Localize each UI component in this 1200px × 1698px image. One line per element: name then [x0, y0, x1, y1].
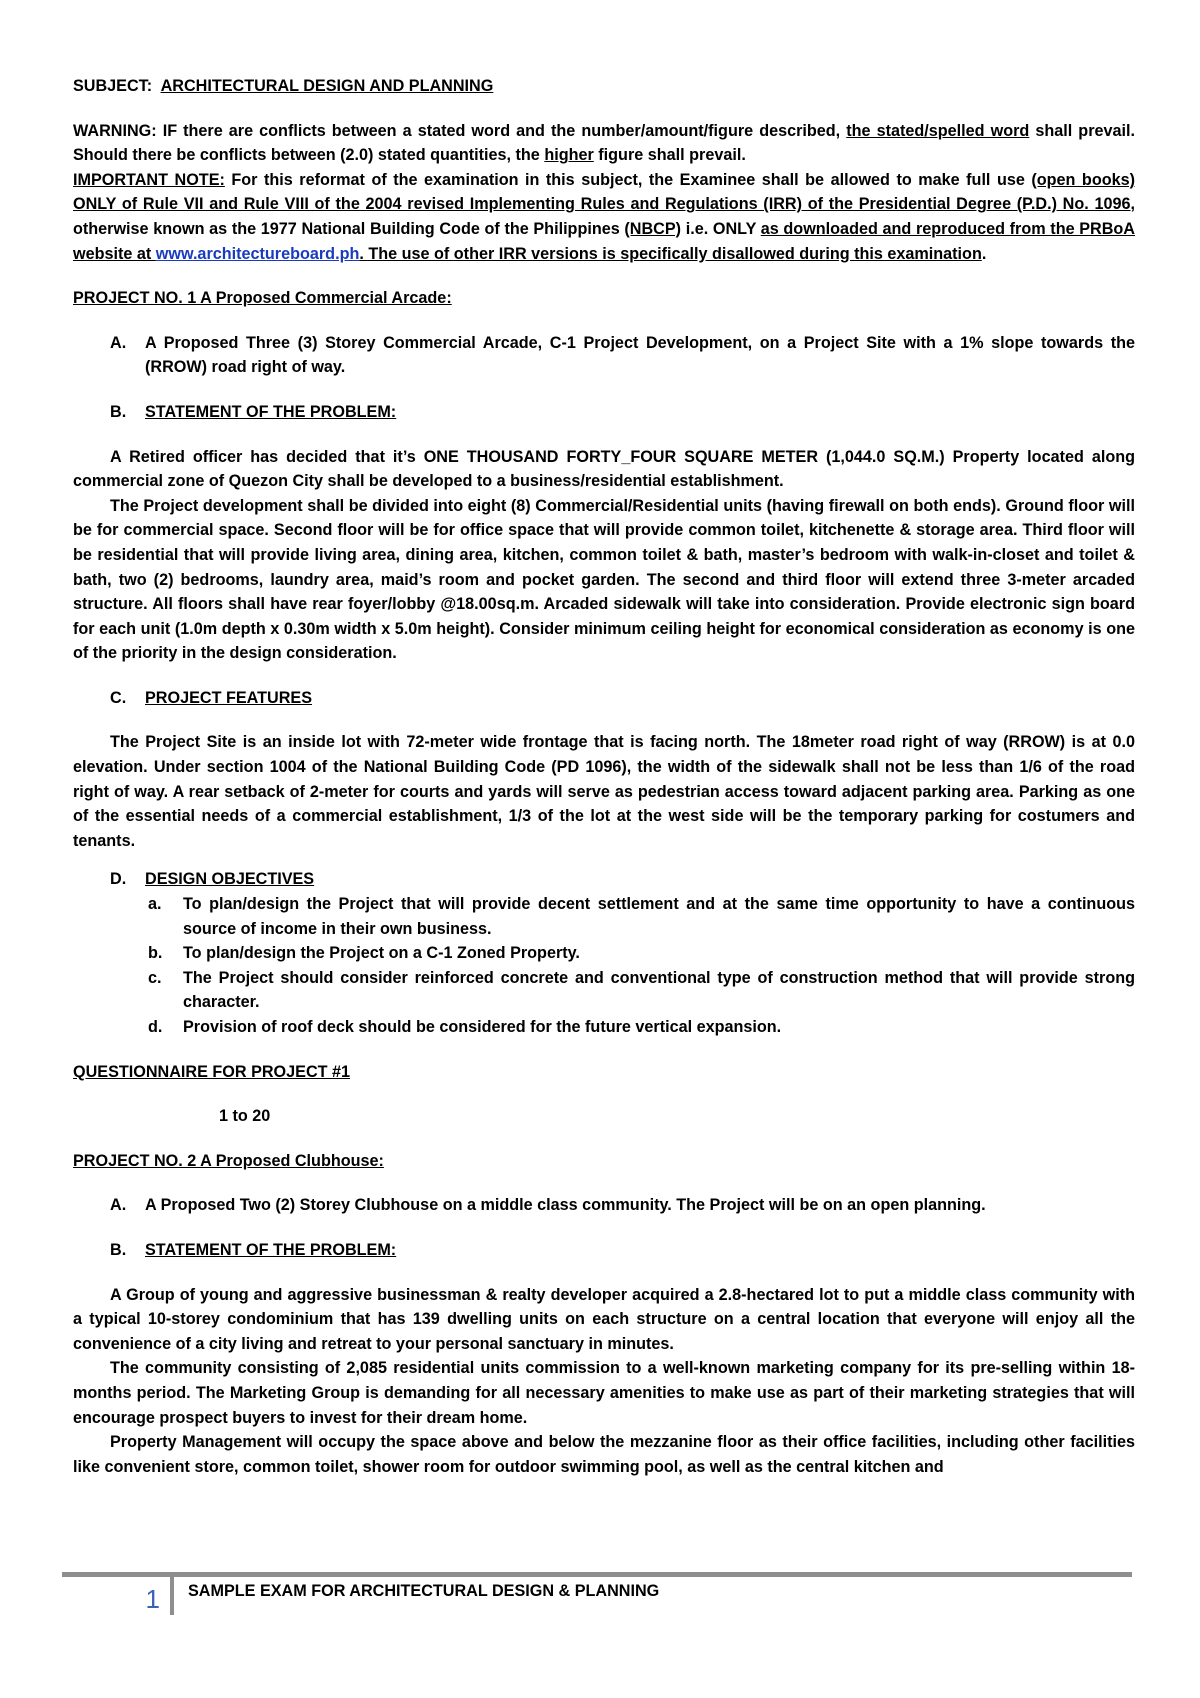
- warning-text: shall prevail. Should there be conflicts between (2.0) stated quantities, the: [73, 121, 1135, 165]
- item-label: A.: [110, 333, 127, 352]
- note-text: . The use of: [359, 244, 454, 263]
- page-number: 1: [145, 1584, 160, 1614]
- item-text: A Proposed Two (2) Storey Clubhouse on a middle class community. The Project will be on an open planning.: [145, 1196, 986, 1215]
- warning-text: WARNING: IF there are conflicts between a stated word and the number/amount/figure described,: [73, 121, 847, 140]
- note-text: i.e. ONLY: [681, 219, 761, 238]
- section-title: STATEMENT OF THE PROBLEM:: [145, 402, 397, 421]
- objective-text: Provision of roof deck should be considered for the future vertical expansion.: [183, 1018, 782, 1036]
- item-label: B.: [110, 1240, 127, 1259]
- section-title: PROJECT FEATURES: [145, 688, 312, 707]
- objective-text: To plan/design the Project on a C-1 Zoned Property.: [183, 944, 580, 963]
- project1-heading: PROJECT NO. 1 A Proposed Commercial Arcade:: [73, 289, 452, 308]
- note-label: IMPORTANT NOTE:: [73, 170, 225, 189]
- note-emphasis: other IRR versions is specifically disallowed during this examination: [453, 244, 982, 263]
- item-label: A.: [110, 1196, 127, 1215]
- subject-label: SUBJECT:: [73, 77, 153, 95]
- subject-line: [73, 74, 1135, 99]
- objective-item: [73, 941, 1135, 966]
- objective-text: To plan/design the Project that will provide decent settlement and at the same time opportunity to have a continuous source of income in their own business.: [183, 895, 1135, 938]
- subject-title: ARCHITECTURAL DESIGN AND PLANNING: [160, 77, 494, 95]
- project1-problem-p2: The Project development shall be divided into eight (8) Commercial/Residential units (having firewall on both ends). Ground floor will be for commercial space. Second floor will be for office space that will provide common toilet, kitchenette & storage area. Third floor will be residential that will provide living area, dining area, kitchen, common toilet & bath, master’s bedroom with walk-in-closet and toilet & bath, two (2) bedrooms, laundry area, maid’s room and pocket garden. The second and third floor will extend three 3-meter arcaded structure. All floors shall have rear foyer/lobby @18.00sq.m. Arcaded sidewalk will take into consideration. Provide electronic sign board for each unit (1.0m depth x 0.30m width x 5.0m height). Consider minimum ceiling height for economical consideration as economy is one of the priority in the design consideration.: [73, 496, 1135, 663]
- project2-item-b: [73, 1238, 1135, 1263]
- warning-paragraph: [73, 119, 1135, 168]
- project1-item-c: [73, 686, 1135, 711]
- project1-features-p1: The Project Site is an inside lot with 72-meter wide frontage that is facing north. The 18meter road right of way (RROW) is at 0.0 elevation. Under section 1004 of the National Building Code (PD 1096), the width of the sidewalk shall not be less than 1/6 of the road right of way. A rear setback of 2-meter for courts and yards will serve as pedestrian access toward adjacent parking area. Parking as one of the essential needs of a commercial establishment, 1/3 of the lot at the west side will be the temporary parking for costumers and tenants.: [73, 733, 1135, 850]
- note-emphasis: (NBCP): [624, 219, 682, 238]
- footer-text: SAMPLE EXAM FOR ARCHITECTURAL DESIGN & PLANNING: [188, 1582, 660, 1600]
- item-label: C.: [110, 688, 127, 707]
- objective-label: b.: [148, 944, 163, 963]
- page-footer: [62, 1572, 1132, 1619]
- project1-item-b: [73, 400, 1135, 425]
- prboa-website-link[interactable]: www.architectureboard.ph: [155, 244, 360, 263]
- note-text: , otherwise known as the 1977 National Building Code of the Philippines: [73, 195, 1135, 238]
- note-emphasis: (open books) ONLY of Rule VII and Rule VIII of the 2004 revised Implementing Rules and Regulations (IRR) of the Presidential Degree (P.D.) No. 1096: [73, 170, 1135, 214]
- objective-item: [73, 1015, 1135, 1040]
- project1-problem-p1: A Retired officer has decided that it’s ONE THOUSAND FORTY_FOUR SQUARE METER (1,044.0 SQ.M.) Property located along commercial zone of Quezon City shall be developed to a business/residential establishment.: [73, 447, 1135, 491]
- questionnaire-heading: QUESTIONNAIRE FOR PROJECT #1: [73, 1062, 351, 1081]
- important-note: [73, 168, 1135, 266]
- section-title: STATEMENT OF THE PROBLEM:: [145, 1240, 397, 1259]
- note-emphasis: as downloaded and reproduced from the PRBoA website at: [73, 219, 1135, 263]
- objective-item: [73, 892, 1135, 941]
- project1-item-a: [73, 331, 1135, 380]
- section-title: DESIGN OBJECTIVES: [145, 870, 315, 889]
- objective-item: [73, 966, 1135, 1015]
- note-text: For this reformat of the examination in this subject, the Examinee shall be allowed to make full use: [224, 170, 1032, 189]
- question-range: 1 to 20: [219, 1107, 271, 1126]
- objective-text: The Project should consider reinforced concrete and conventional type of construction method that will provide strong character.: [183, 968, 1135, 1012]
- note-text: .: [981, 244, 987, 263]
- objective-label: a.: [148, 895, 162, 914]
- item-label: B.: [110, 402, 127, 421]
- project2-problem-p1: A Group of young and aggressive businessman & realty developer acquired a 2.8-hectared lot to put a middle class community with a typical 10-storey condominium that has 139 dwelling units on each structure on a central location that everyone will enjoy all the convenience of a city living and retreat to your personal sanctuary in minutes.: [73, 1285, 1135, 1353]
- warning-emphasis: the stated/spelled word: [846, 121, 1030, 140]
- item-label: D.: [110, 870, 127, 889]
- document-page: [73, 74, 1135, 1479]
- warning-text: figure shall prevail.: [593, 146, 746, 165]
- project2-heading: PROJECT NO. 2 A Proposed Clubhouse:: [73, 1151, 384, 1170]
- objective-label: d.: [148, 1018, 163, 1036]
- project2-item-a: [73, 1193, 1135, 1218]
- project1-item-d: [73, 867, 1135, 892]
- item-text: A Proposed Three (3) Storey Commercial Arcade, C-1 Project Development, on a Project Site with a 1% slope towards the (RROW) road right of way.: [145, 333, 1135, 377]
- project2-problem-p3: Property Management will occupy the space above and below the mezzanine floor as their office facilities, including other facilities like convenient store, common toilet, shower room for outdoor swimming pool, as well as the central kitchen and: [73, 1433, 1135, 1476]
- project2-problem-p2: The community consisting of 2,085 residential units commission to a well-known marketing company for its pre-selling within 18-months period. The Marketing Group is demanding for all necessary amenities to make use as part of their marketing strategies that will encourage prospect buyers to invest for their dream home.: [73, 1359, 1135, 1427]
- objective-label: c.: [148, 968, 162, 987]
- warning-emphasis: higher: [544, 146, 594, 165]
